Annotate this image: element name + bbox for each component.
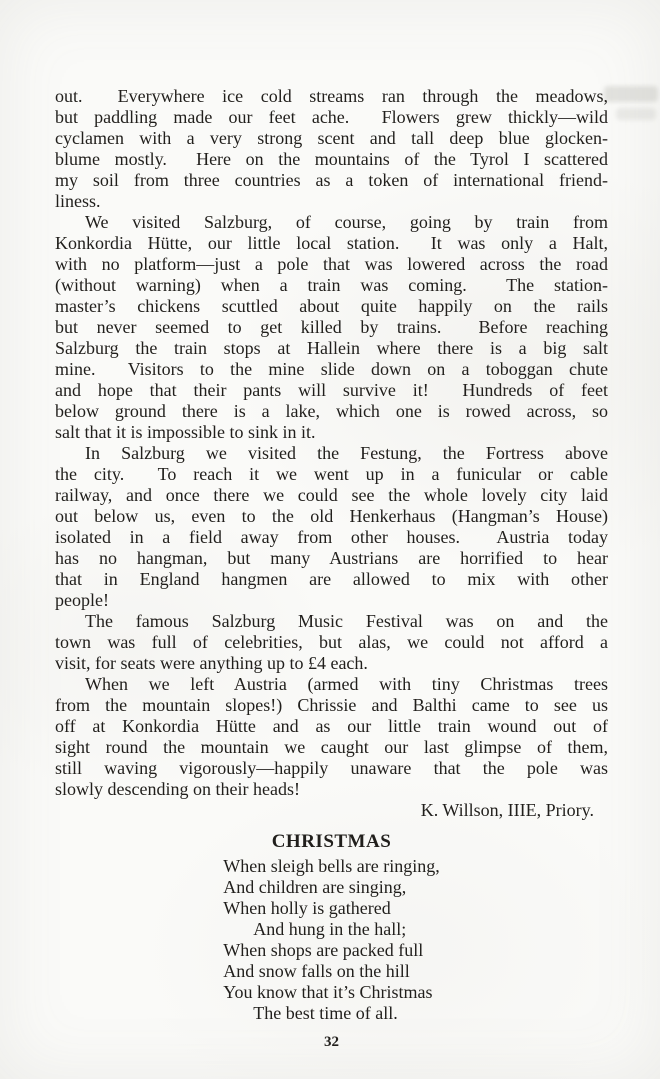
text-line: (without warning) when a train was coming. The station- <box>55 275 608 295</box>
text-line: out below us, even to the old Henkerhaus (Hangman’s House) <box>55 506 608 526</box>
text-line: master’s chickens scuttled about quite happily on the rails <box>55 296 608 316</box>
text-line: that in England hangmen are allowed to mix with other <box>55 569 608 589</box>
article-body <box>55 86 608 800</box>
text-line: In Salzburg we visited the Festung, the Fortress above <box>85 443 608 463</box>
text-line: salt that it is impossible to sink in it. <box>55 422 316 442</box>
text-line: people! <box>55 590 109 610</box>
text-line: We visited Salzburg, of course, going by train from <box>85 212 608 232</box>
text-line: from the mountain slopes!) Chrissie and Balthi came to see us <box>55 695 608 715</box>
poem-title: CHRISTMAS <box>271 831 392 852</box>
text-line: blume mostly. Here on the mountains of the Tyrol I scattered <box>55 149 608 169</box>
text-line: but never seemed to get killed by trains. Before reaching <box>55 317 608 337</box>
poem-line: When sleigh bells are ringing, <box>223 856 440 876</box>
text-line: mine. Visitors to the mine slide down on a toboggan chute <box>55 359 608 379</box>
text-line: cyclamen with a very strong scent and tall deep blue glocken- <box>55 128 608 148</box>
poem-body <box>223 856 439 1024</box>
text-line: slowly descending on their heads! <box>55 779 300 799</box>
text-line: the city. To reach it we went up in a funicular or cable <box>55 464 608 484</box>
poem-line: When holly is gathered <box>223 898 391 918</box>
text-line: isolated in a field away from other houses. Austria today <box>55 527 608 547</box>
text-line: Salzburg the train stops at Hallein where there is a big salt <box>55 338 608 358</box>
text-line: sight round the mountain we caught our last glimpse of them, <box>55 737 608 757</box>
text-line: When we left Austria (armed with tiny Christmas trees <box>85 674 608 694</box>
poem-line: When shops are packed full <box>223 940 424 960</box>
text-line: railway, and once there we could see the whole lovely city laid <box>55 485 608 505</box>
page-content <box>55 86 608 1051</box>
text-line: out. Everywhere ice cold streams ran through the meadows, <box>55 86 608 106</box>
text-line: and hope that their pants will survive it! Hundreds of feet <box>55 380 608 400</box>
text-line: has no hangman, but many Austrians are horrified to hear <box>55 548 608 568</box>
page-number: 32 <box>324 1034 339 1050</box>
poem-line: The best time of all. <box>253 1003 398 1023</box>
text-line: town was full of celebrities, but alas, we could not afford a <box>55 632 608 652</box>
paragraph <box>55 212 608 443</box>
text-line: The famous Salzburg Music Festival was on and the <box>85 611 608 631</box>
text-line: my soil from three countries as a token of international friend- <box>55 170 608 190</box>
article-byline: K. Willson, IIIE, Priory. <box>420 800 594 820</box>
paragraph <box>55 674 608 800</box>
text-line: with no platform—just a pole that was lowered across the road <box>55 254 608 274</box>
paragraph <box>55 86 608 212</box>
scan-artifact <box>604 86 658 102</box>
text-line: Konkordia Hütte, our little local station. It was only a Halt, <box>55 233 608 253</box>
text-line: liness. <box>55 191 101 211</box>
text-line: below ground there is a lake, which one is rowed across, so <box>55 401 608 421</box>
text-line: visit, for seats were anything up to £4 each. <box>55 653 368 673</box>
scan-artifact <box>616 108 656 120</box>
poem-line: And snow falls on the hill <box>223 961 410 981</box>
text-line: but paddling made our feet ache. Flowers grew thickly—wild <box>55 107 608 127</box>
poem-line: And children are singing, <box>223 877 407 897</box>
poem-line: And hung in the hall; <box>253 919 407 939</box>
text-line: off at Konkordia Hütte and as our little train wound out of <box>55 716 608 736</box>
paragraph <box>55 443 608 611</box>
paragraph <box>55 611 608 674</box>
poem-line: You know that it’s Christmas <box>223 982 433 1002</box>
text-line: still waving vigorously—happily unaware that the pole was <box>55 758 608 778</box>
